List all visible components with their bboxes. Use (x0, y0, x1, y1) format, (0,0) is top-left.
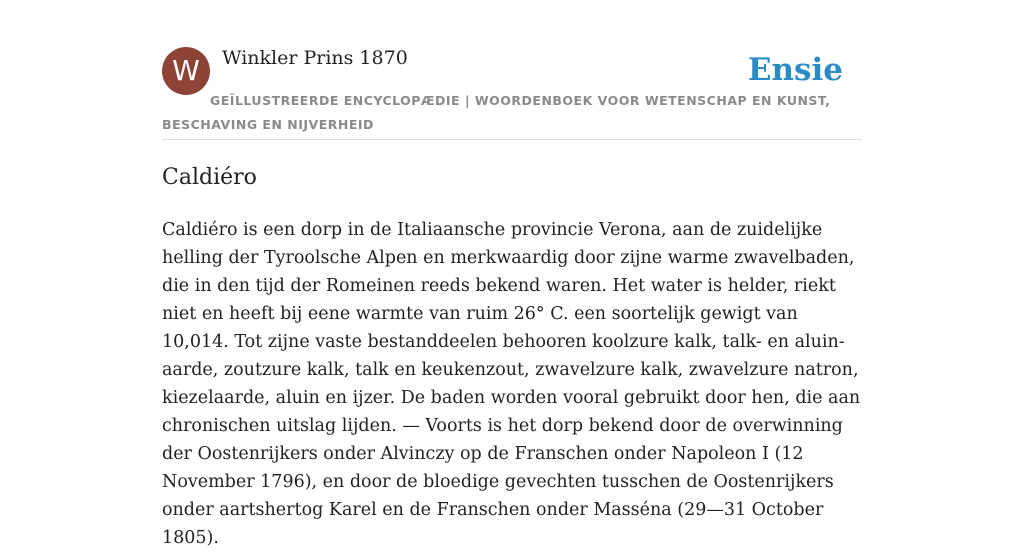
source-avatar[interactable]: W (162, 47, 210, 95)
ensie-logo-link[interactable]: Ensie (747, 52, 843, 88)
entry-title: Caldiéro (162, 165, 257, 190)
entry-body: Caldiéro is een dorp in de Italiaansche provincie Verona, aan de zuidelijke helling der Tyroolsche Alpen en merkwaardig door zijne warme zwavelbaden, die in den tijd der Romeinen reeds bekend waren. Het water is helder, riekt niet en heeft bij eene warmte van ruim 26° C. een soortelijk gewigt van 10,014. Tot zijne vaste bestanddeelen behooren koolzure kalk, talk- en aluin-aarde, zoutzure kalk, talk en keukenzout, zwavelzure kalk, zwavelzure natron, kiezelaarde, aluin en ijzer. De baden worden vooral gebruikt door hen, die aan chronischen uitslag lijden. — Voorts is het dorp bekend door de overwinning der Oostenrijkers onder Alvinczy op de Franschen onder Napoleon I (12 November 1796), en door de bloedige gevechten tusschen de Oostenrijkers onder aartshertog Karel en de Franschen onder Masséna (29—31 October 1805). (162, 220, 861, 548)
source-title-link[interactable]: Winkler Prins 1870 (222, 47, 408, 69)
source-subtitle: GEÏLLUSTREERDE ENCYCLOPÆDIE | WOORDENBOEK VOOR WETENSCHAP EN KUNST, BESCHAVING EN NIJVERHEID (162, 93, 831, 132)
header-divider (162, 139, 862, 140)
